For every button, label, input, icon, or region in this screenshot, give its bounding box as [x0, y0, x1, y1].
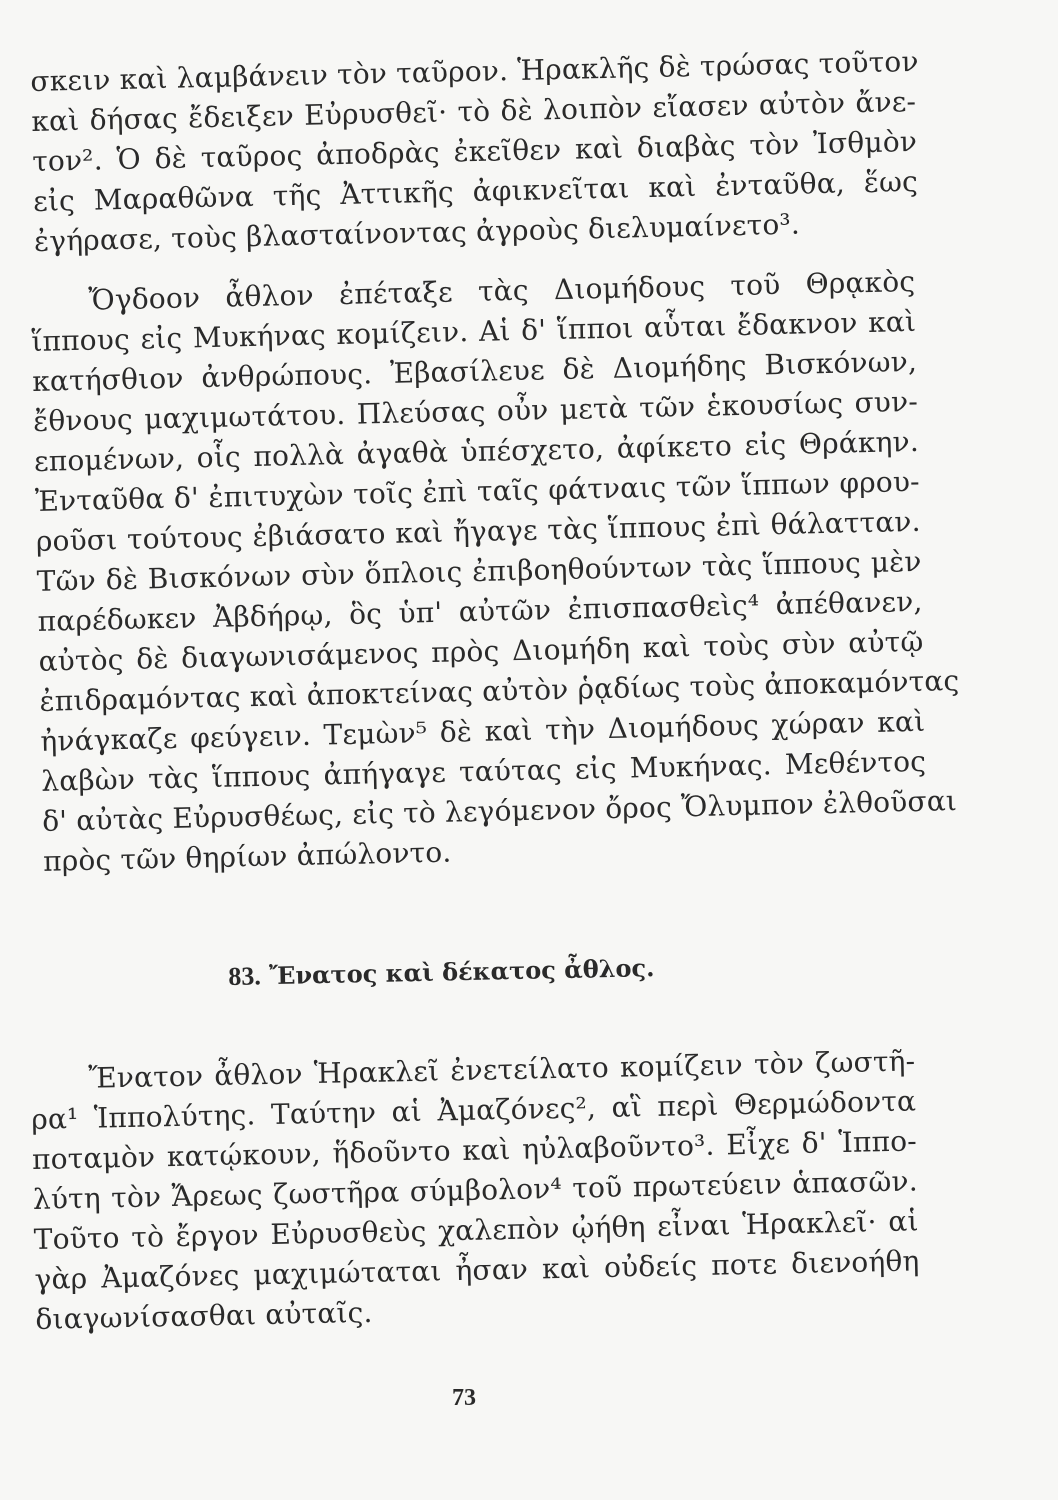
text-line: λύτη τὸν Ἄρεως ζωστῆρα σύμβολον⁴ τοῦ πρωτεύειν ἁπασῶν.	[32, 1164, 919, 1216]
page-number: 73	[452, 1385, 476, 1411]
paragraph-3	[30, 1041, 921, 1339]
text-line: λαβὼν τὰς ἵππους ἀπήγαγε ταύτας εἰς Μυκήνας. Μεθέντος	[40, 744, 927, 798]
text-line: σκειν καὶ λαμβάνειν τὸν ταῦρον. Ἡρακλῆς δὲ τρώσας τοῦτον	[30, 44, 919, 98]
text-line: γὰρ Ἀμαζόνες μαχιμώταται ἦσαν καὶ οὐδείς ποτε διενοήθη	[34, 1244, 920, 1296]
text-line: ἔθνους μαχιμωτάτου. Πλεύσας οὖν μετὰ τῶν ἑκουσίως συν-	[32, 384, 919, 438]
text-line: παρέδωκεν Ἀβδήρῳ, ὃς ὑπ' αὐτῶν ἐπισπασθεὶς⁴ ἀπέθανεν,	[37, 584, 923, 638]
text-line: ἠνάγκαζε φεύγειν. Τεμὼν⁵ δὲ καὶ τὴν Διομήδους χώραν καὶ	[40, 704, 926, 758]
text-line: διαγωνίσασθαι αὐταῖς.	[35, 1295, 373, 1336]
text-line: επομένων, οἷς πολλὰ ἀγαθὰ ὑπέσχετο, ἀφίκετο εἰς Θράκην.	[33, 424, 920, 478]
text-line: Τῶν δὲ Βισκόνων σὺν ὅπλοις ἐπιβοηθούντων τὰς ἵππους μὲν	[36, 544, 922, 598]
text-line: δ' αὐτὰς Εὐρυσθέως, εἰς τὸ λεγόμενον ὄρος Ὄλυμπον ἐλθοῦσαι	[41, 784, 958, 838]
text-line: ἵππους εἰς Μυκήνας κομίζειν. Αἱ δ' ἵπποι αὗται ἔδακνον καὶ	[30, 304, 917, 358]
section-title: Ἔνατος καὶ δέκατος ἆθλος.	[268, 953, 655, 991]
text-line: Ὄγδοον ἆθλον ἐπέταξε τὰς Διομήδους τοῦ Θρᾳκὸς	[88, 264, 916, 317]
text-line: ρα¹ Ἱππολύτης. Ταύτην αἱ Ἀμαζόνες², αἳ περὶ Θερμώδοντα	[30, 1084, 917, 1136]
text-line: ἐγήρασε, τοὺς βλασταίνοντας ἀγροὺς διελυμαίνετο³.	[33, 207, 801, 258]
section-heading	[228, 953, 655, 992]
text-line: Τοῦτο τὸ ἔργον Εὐρυσθεὺς χαλεπὸν ᾠήθη εἶναι Ἡρακλεῖ· αἱ	[33, 1204, 919, 1256]
text-line: ροῦσι τούτους ἐβιάσατο καὶ ἤγαγε τὰς ἵππους ἐπὶ θάλατταν.	[35, 504, 922, 558]
text-line: κατήσθιον ἀνθρώπους. Ἐβασίλευε δὲ Διομήδης Βισκόνων,	[31, 344, 918, 398]
text-line: ἐπιδραμόντας καὶ ἀποκτείνας αὐτὸν ῥᾳδίως τοὺς ἀποκαμόντας	[39, 664, 960, 718]
text-line: εἰς Μαραθῶνα τῆς Ἀττικῆς ἀφικνεῖται καὶ ἐνταῦθα, ἕως	[32, 164, 919, 218]
text-line: Ἔνατον ἆθλον Ἡρακλεῖ ἐνετείλατο κομίζειν τὸν ζωστῆ-	[88, 1044, 916, 1095]
text-line: αὐτὸς δὲ διαγωνισάμενος πρὸς Διομήδη καὶ τοὺς σὺν αὐτῷ	[38, 624, 924, 678]
text-line: πρὸς τῶν θηρίων ἀπώλοντο.	[42, 835, 452, 878]
section-number: 83.	[228, 961, 262, 991]
paragraph-2	[30, 262, 960, 882]
text-line: Ἐνταῦθα δ' ἐπιτυχὼν τοῖς ἐπὶ ταῖς φάτναις τῶν ἵππων φρου-	[34, 464, 921, 518]
paragraph-1	[30, 42, 919, 262]
text-line: ποταμὸν κατῴκουν, ἥδοῦντο καὶ ηὐλαβοῦντο³. Εἶχε δ' Ἱππο-	[31, 1124, 918, 1176]
text-line: τον². Ὁ δὲ ταῦρος ἀποδρὰς ἐκεῖθεν καὶ διαβὰς τὸν Ἰσθμὸν	[31, 124, 918, 178]
text-line: καὶ δήσας ἔδειξεν Εὐρυσθεῖ· τὸ δὲ λοιπὸν εἴασεν αὐτὸν ἄνε-	[30, 84, 917, 138]
